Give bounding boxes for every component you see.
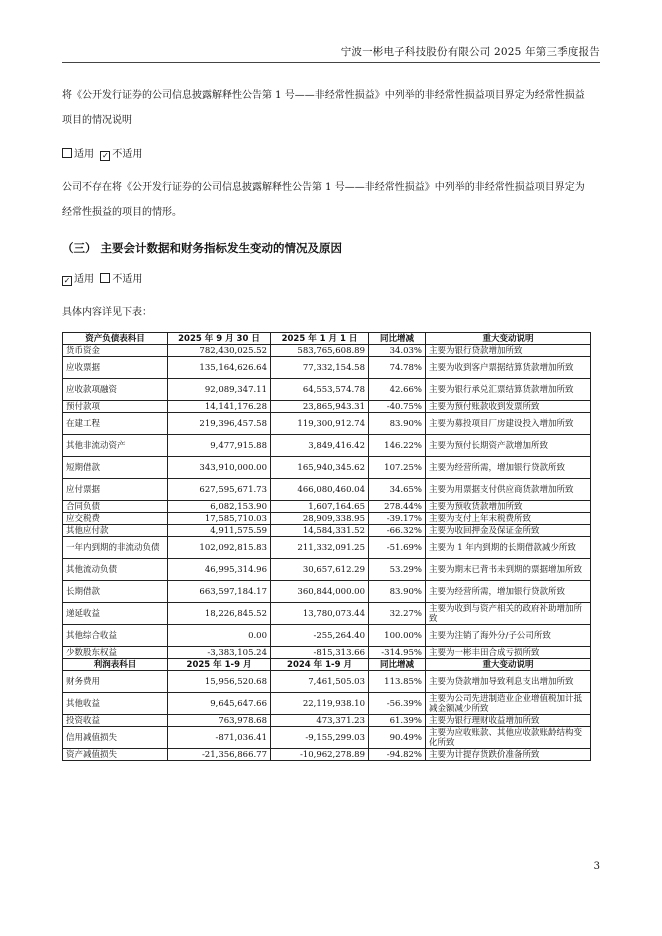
checkbox-not-applicable-1[interactable]: ✓	[102, 151, 109, 160]
value-cell: 14,141,176.28	[168, 401, 271, 413]
table-row	[63, 379, 591, 401]
value-cell: 13,780,073.44	[271, 603, 369, 625]
note-cell: 主要为用票据支付供应商货款增加所致	[426, 479, 591, 501]
item-cell: 合同负债	[63, 501, 168, 513]
value-cell: 14,584,331.52	[271, 525, 369, 537]
table-row	[63, 525, 591, 537]
change-cell: -56.39%	[369, 693, 426, 715]
column-header: 同比增减	[369, 333, 426, 345]
item-cell: 少数股东权益	[63, 647, 168, 659]
label-not-applicable-2: 不适用	[112, 274, 143, 285]
change-cell: 53.29%	[369, 559, 426, 581]
change-cell: 32.27%	[369, 603, 426, 625]
change-cell: 83.90%	[369, 413, 426, 435]
table-row	[63, 715, 591, 727]
para1-line1: 将《公开发行证券的公司信息披露解释性公告第 1 号——非经常性损益》中列举的非经常性损益项目界定为经常性损益	[62, 90, 585, 101]
note-cell: 主要为 1 年内到期的长期借款减少所致	[426, 537, 591, 559]
value-cell: 135,164,626.64	[168, 357, 271, 379]
change-cell: -314.95%	[369, 647, 426, 659]
value-cell: 763,978.68	[168, 715, 271, 727]
value-cell: -3,383,105.24	[168, 647, 271, 659]
value-cell: -255,264.40	[271, 625, 369, 647]
note-cell: 主要为注销了海外分/子公司所致	[426, 625, 591, 647]
change-cell: 278.44%	[369, 501, 426, 513]
value-cell: 77,332,154.58	[271, 357, 369, 379]
item-cell: 应收票据	[63, 357, 168, 379]
change-cell: 83.90%	[369, 581, 426, 603]
value-cell: -871,036.41	[168, 727, 271, 749]
value-cell: 102,092,815.83	[168, 537, 271, 559]
table-row	[63, 537, 591, 559]
value-cell: 92,089,347.11	[168, 379, 271, 401]
table-row	[63, 625, 591, 647]
value-cell: 211,332,091.25	[271, 537, 369, 559]
value-cell: 466,080,460.04	[271, 479, 369, 501]
change-cell: -51.69%	[369, 537, 426, 559]
item-cell: 资产减值损失	[63, 749, 168, 761]
value-cell: 0.00	[168, 625, 271, 647]
change-cell: 61.39%	[369, 715, 426, 727]
table-row	[63, 501, 591, 513]
change-cell: -39.17%	[369, 513, 426, 525]
note-cell: 主要为计提存货跌价准备所致	[426, 749, 591, 761]
table-row	[63, 357, 591, 379]
table-row	[63, 413, 591, 435]
change-cell: 34.03%	[369, 345, 426, 357]
note-cell: 主要为收回押金及保证金所致	[426, 525, 591, 537]
checkbox-not-applicable-2[interactable]	[100, 273, 110, 283]
value-cell: 64,553,574.78	[271, 379, 369, 401]
para2-line1: 公司不存在将《公开发行证券的公司信息披露解释性公告第 1 号——非经常性损益》中列举的非经常性损益项目界定为	[62, 182, 585, 193]
item-cell: 一年内到期的非流动负债	[63, 537, 168, 559]
value-cell: 219,396,457.58	[168, 413, 271, 435]
para2-line2: 经常性损益的项目的情形。	[62, 207, 182, 218]
value-cell: 9,477,915.88	[168, 435, 271, 457]
note-cell: 主要为公司先进制造业企业增值税加计抵减金额减少所致	[426, 693, 591, 715]
note-cell: 主要为预收货款增加所致	[426, 501, 591, 513]
column-header: 重大变动说明	[426, 659, 591, 671]
table-row	[63, 647, 591, 659]
value-cell: 360,844,000.00	[271, 581, 369, 603]
item-cell: 应交税费	[63, 513, 168, 525]
value-cell: 1,607,164.65	[271, 501, 369, 513]
table-row	[63, 479, 591, 501]
item-cell: 货币资金	[63, 345, 168, 357]
value-cell: -9,155,299.03	[271, 727, 369, 749]
value-cell: 583,765,608.89	[271, 345, 369, 357]
table-header-row	[63, 333, 591, 345]
applicability-options-1	[62, 145, 142, 161]
label-not-applicable-1: 不适用	[112, 149, 143, 160]
para1-line2: 项目的情况说明	[62, 115, 132, 126]
value-cell: 46,995,314.96	[168, 559, 271, 581]
value-cell: 7,461,505.03	[271, 671, 369, 693]
change-cell: 74.78%	[369, 357, 426, 379]
change-cell: -66.32%	[369, 525, 426, 537]
note-cell: 主要为收到与资产相关的政府补助增加所致	[426, 603, 591, 625]
column-header: 同比增减	[369, 659, 426, 671]
change-cell: 42.66%	[369, 379, 426, 401]
value-cell: 473,371.23	[271, 715, 369, 727]
table-row	[63, 457, 591, 479]
note-cell: 主要为一彬丰田合成亏损所致	[426, 647, 591, 659]
item-cell: 预付款项	[63, 401, 168, 413]
value-cell: 30,657,612.29	[271, 559, 369, 581]
value-cell: -10,962,278.89	[271, 749, 369, 761]
label-applicable-2: 适用	[74, 274, 94, 285]
item-cell: 长期借款	[63, 581, 168, 603]
change-cell: 113.85%	[369, 671, 426, 693]
change-cell: 34.65%	[369, 479, 426, 501]
note-cell: 主要为银行贷款增加所致	[426, 345, 591, 357]
value-cell: 9,645,647.66	[168, 693, 271, 715]
note-cell: 主要为银行承兑汇票结算货款增加所致	[426, 379, 591, 401]
page-number: 3	[593, 861, 600, 872]
table-header-row	[63, 659, 591, 671]
value-cell: 663,597,184.17	[168, 581, 271, 603]
item-cell: 应付票据	[63, 479, 168, 501]
change-cell: 100.00%	[369, 625, 426, 647]
column-header: 2024 年 1-9 月	[271, 659, 369, 671]
value-cell: 343,910,000.00	[168, 457, 271, 479]
note-cell: 主要为贷款增加导致利息支出增加所致	[426, 671, 591, 693]
table-row	[63, 345, 591, 357]
note-cell: 主要为银行理财收益增加所致	[426, 715, 591, 727]
change-cell: 107.25%	[369, 457, 426, 479]
value-cell: 165,940,345.62	[271, 457, 369, 479]
item-cell: 应收款项融资	[63, 379, 168, 401]
value-cell: 119,300,912.74	[271, 413, 369, 435]
note-cell: 主要为支付上年末税费所致	[426, 513, 591, 525]
label-applicable-1: 适用	[74, 149, 94, 160]
table-row	[63, 559, 591, 581]
value-cell: 782,430,025.52	[168, 345, 271, 357]
table-row	[63, 435, 591, 457]
change-cell: 90.49%	[369, 727, 426, 749]
value-cell: 28,909,338.95	[271, 513, 369, 525]
item-cell: 财务费用	[63, 671, 168, 693]
value-cell: 23,865,943.31	[271, 401, 369, 413]
header-divider	[62, 62, 600, 63]
column-header: 资产负债表科目	[63, 333, 168, 345]
financial-changes-table	[62, 332, 591, 761]
value-cell: 15,956,520.68	[168, 671, 271, 693]
change-cell: -94.82%	[369, 749, 426, 761]
table-intro: 具体内容详见下表：	[62, 307, 152, 318]
column-header: 2025 年 1-9 月	[168, 659, 271, 671]
table-row	[63, 749, 591, 761]
note-cell: 主要为募投项目厂房建设投入增加所致	[426, 413, 591, 435]
note-cell: 主要为预付长期资产款增加所致	[426, 435, 591, 457]
item-cell: 投资收益	[63, 715, 168, 727]
section-title: （三） 主要会计数据和财务指标发生变动的情况及原因	[62, 241, 343, 255]
value-cell: 18,226,845.52	[168, 603, 271, 625]
value-cell: 17,585,710.03	[168, 513, 271, 525]
item-cell: 其他非流动资产	[63, 435, 168, 457]
checkbox-applicable-1[interactable]	[62, 148, 72, 158]
table-row	[63, 581, 591, 603]
value-cell: 627,595,671.73	[168, 479, 271, 501]
value-cell: 6,082,153.90	[168, 501, 271, 513]
item-cell: 信用减值损失	[63, 727, 168, 749]
change-cell: -40.75%	[369, 401, 426, 413]
column-header: 2025 年 1 月 1 日	[271, 333, 369, 345]
column-header: 2025 年 9 月 30 日	[168, 333, 271, 345]
value-cell: 3,849,416.42	[271, 435, 369, 457]
item-cell: 其他应付款	[63, 525, 168, 537]
value-cell: 22,119,938.10	[271, 693, 369, 715]
table-row	[63, 693, 591, 715]
item-cell: 其他综合收益	[63, 625, 168, 647]
table-row	[63, 513, 591, 525]
change-cell: 146.22%	[369, 435, 426, 457]
note-cell: 主要为期末已背书未到期的票据增加所致	[426, 559, 591, 581]
item-cell: 短期借款	[63, 457, 168, 479]
table-row	[63, 603, 591, 625]
note-cell: 主要为应收账款、其他应收款账龄结构变化所致	[426, 727, 591, 749]
value-cell: 4,911,575.59	[168, 525, 271, 537]
note-cell: 主要为经营所需，增加银行贷款所致	[426, 581, 591, 603]
item-cell: 其他收益	[63, 693, 168, 715]
checkbox-applicable-2[interactable]: ✓	[63, 276, 71, 285]
table-row	[63, 401, 591, 413]
table-row	[63, 727, 591, 749]
document-header: 宁波一彬电子科技股份有限公司 2025 年第三季度报告	[340, 46, 600, 58]
note-cell: 主要为经营所需，增加银行贷款所致	[426, 457, 591, 479]
value-cell: -815,313.66	[271, 647, 369, 659]
item-cell: 在建工程	[63, 413, 168, 435]
value-cell: -21,356,866.77	[168, 749, 271, 761]
column-header: 利润表科目	[63, 659, 168, 671]
column-header: 重大变动说明	[426, 333, 591, 345]
item-cell: 递延收益	[63, 603, 168, 625]
note-cell: 主要为收到客户票据结算货款增加所致	[426, 357, 591, 379]
table-row	[63, 671, 591, 693]
note-cell: 主要为预付账款收到发票所致	[426, 401, 591, 413]
applicability-options-2	[62, 270, 142, 286]
item-cell: 其他流动负债	[63, 559, 168, 581]
